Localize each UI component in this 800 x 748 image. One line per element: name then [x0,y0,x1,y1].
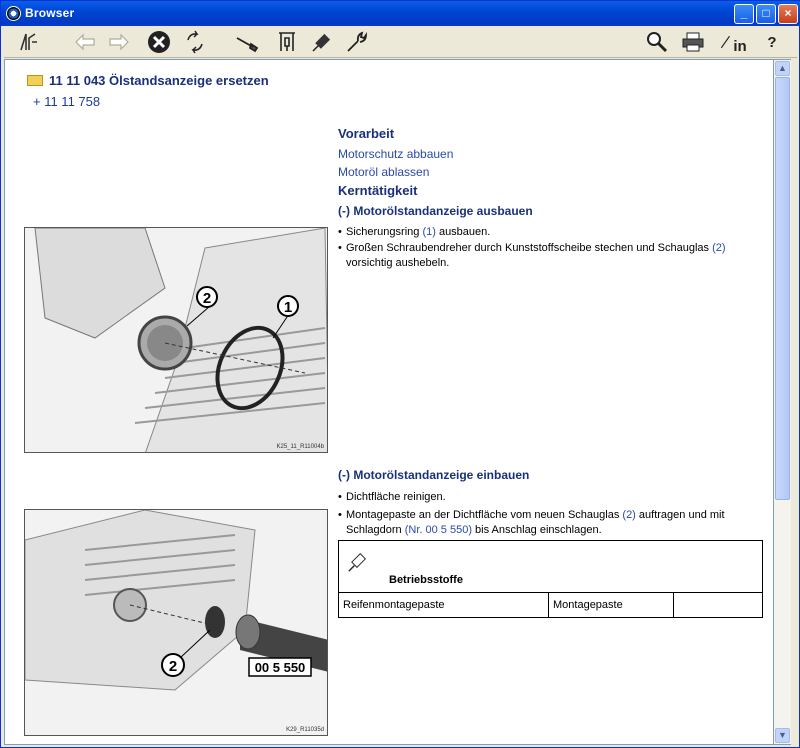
figure-caption: K29_R11035d [286,727,324,733]
lubricant-icon[interactable] [309,29,335,55]
link-motoroel[interactable]: Motoröl ablassen [338,165,430,179]
spanner-icon[interactable] [344,29,370,55]
section-einbauen-heading: (-) Motorölstandanzeige einbauen [338,468,530,482]
vorarbeit-heading: Vorarbeit [338,126,395,141]
bmw-logo-icon [6,6,21,21]
list-item: • Dichtfläche reinigen. [338,491,446,503]
close-button[interactable]: × [778,4,798,24]
minimize-button[interactable]: _ [734,4,754,24]
kerntaetigkeit-heading: Kerntätigkeit [338,183,418,198]
engine-diagram-2 [25,510,328,736]
table-cell: Reifenmontagepaste [339,593,549,618]
help-icon[interactable]: ? [767,33,777,51]
scroll-thumb[interactable] [775,77,790,500]
scroll-down-button[interactable]: ▼ [775,728,790,743]
figure-label-2: 2 [202,290,212,307]
table-cell: Montagepaste [549,593,674,618]
figure-label-2: 2 [168,658,178,675]
title-bar [1,1,800,26]
engine-diagram-1 [25,228,328,453]
back-arrow-icon[interactable] [72,29,98,55]
window-title: Browser [25,6,75,20]
tool-press-icon[interactable] [274,29,300,55]
link-motorschutz[interactable]: Motorschutz abbauen [338,147,454,161]
tool-number-label: 00 5 550 [254,660,306,675]
section-ausbauen-heading: (-) Motorölstandanzeige ausbauen [338,204,533,218]
vertical-scrollbar[interactable] [774,59,791,745]
related-repair-link[interactable]: + 11 11 758 [33,94,101,109]
table-row [339,593,763,618]
list-item: • Montagepaste an der Dichtfläche vom neuen Schauglas (2) auftragen und mit Schlagdorn (Nr. 00 5 550) bis Anschlag einschlagen. [338,509,725,536]
page-title: 11 11 043 Ölstandsanzeige ersetzen [27,73,269,88]
list-item: • Großen Schraubendreher durch Kunststoffscheibe stechen und Schauglas (2) vorsichtig aushebeln. [338,242,726,269]
list-item: • Sicherungsring (1) ausbauen. [338,226,491,238]
table-cell [674,593,763,618]
search-icon[interactable] [644,29,670,55]
folder-icon [27,75,43,86]
print-icon[interactable] [680,29,706,55]
refresh-icon[interactable] [182,29,208,55]
figure-einbauen [24,509,328,736]
betriebsstoffe-header [339,541,763,593]
figure-caption: K25_11_R11004b [276,444,324,450]
toolbar [4,26,797,58]
figure-label-1: 1 [283,299,293,316]
maximize-button[interactable]: □ [756,4,776,24]
document-view [4,59,774,745]
figure-ausbauen [24,227,328,453]
betriebsstoffe-table [338,540,763,618]
betriebsstoffe-heading: Betriebsstoffe [389,574,463,586]
info-in-icon[interactable]: in [716,29,750,55]
scroll-up-button[interactable]: ▲ [775,61,790,76]
tool-wrench-icon[interactable] [234,29,260,55]
forward-arrow-icon[interactable] [106,29,132,55]
stop-icon[interactable] [146,29,172,55]
lubricant-icon [347,551,369,573]
index-icon[interactable] [16,29,42,55]
